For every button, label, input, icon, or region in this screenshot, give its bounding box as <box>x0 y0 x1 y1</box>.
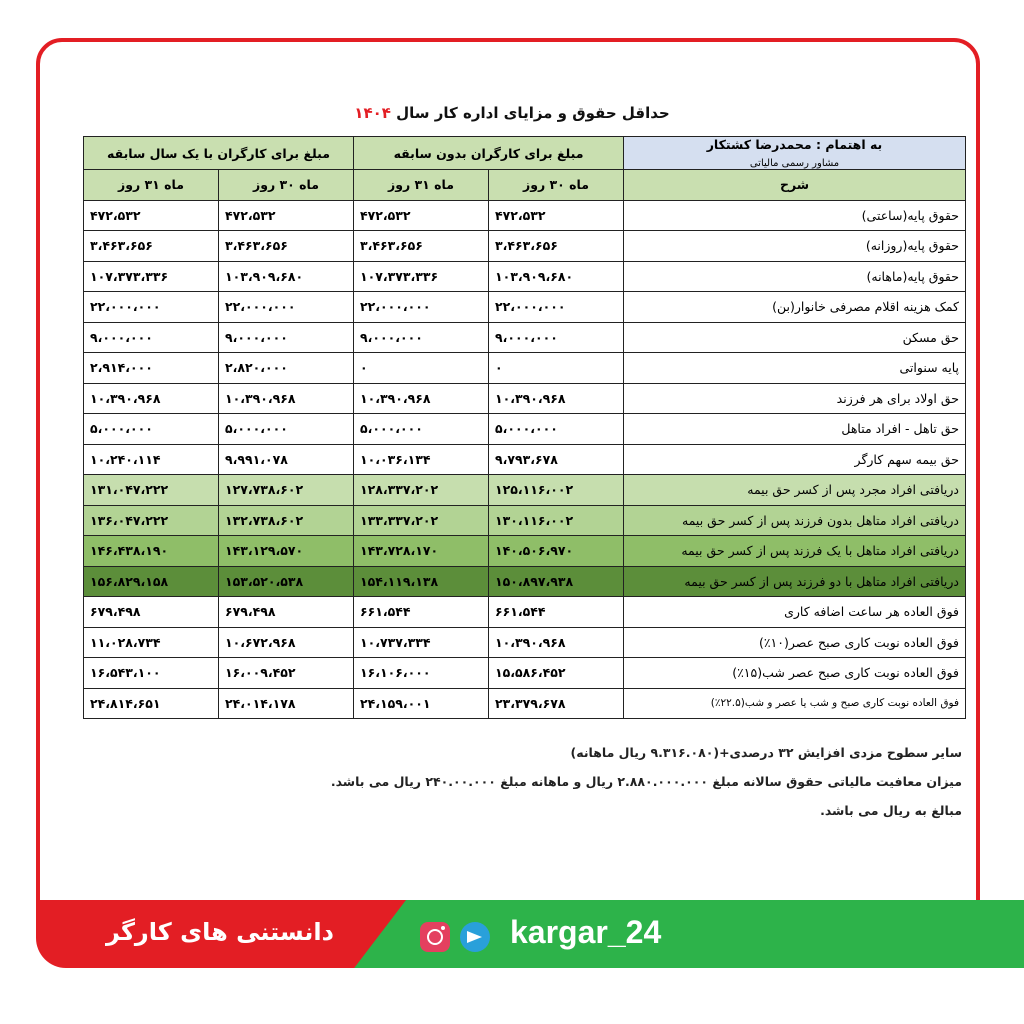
value-no-exp-30: ۳،۴۶۳،۶۵۶ <box>489 231 624 262</box>
value-1yr-31: ۱۵۶،۸۲۹،۱۵۸ <box>84 566 219 597</box>
value-no-exp-31: ۰ <box>354 353 489 384</box>
value-1yr-31: ۱۱،۰۲۸،۷۳۴ <box>84 627 219 658</box>
value-1yr-30: ۱۶،۰۰۹،۴۵۲ <box>219 658 354 689</box>
group-header-no-experience: مبلغ برای کارگران بدون سابقه <box>354 137 624 170</box>
table-row <box>84 322 966 353</box>
value-no-exp-30: ۶۶۱،۵۴۴ <box>489 597 624 628</box>
page-title <box>0 104 1024 122</box>
row-description: کمک هزینه اقلام مصرفی خانوار(بن) <box>624 292 966 323</box>
table-row <box>84 688 966 719</box>
title-year: ۱۴۰۴ <box>354 104 391 122</box>
value-no-exp-30: ۱۳۰،۱۱۶،۰۰۲ <box>489 505 624 536</box>
table-row <box>84 566 966 597</box>
value-1yr-30: ۶۷۹،۴۹۸ <box>219 597 354 628</box>
value-no-exp-31: ۴۷۲،۵۳۲ <box>354 200 489 231</box>
table-row <box>84 597 966 628</box>
value-no-exp-31: ۶۶۱،۵۴۴ <box>354 597 489 628</box>
table-row <box>84 414 966 445</box>
row-description: حقوق پایه(ساعتی) <box>624 200 966 231</box>
value-1yr-31: ۱۳۶،۰۴۷،۲۲۲ <box>84 505 219 536</box>
value-1yr-31: ۲۴،۸۱۴،۶۵۱ <box>84 688 219 719</box>
value-1yr-31: ۶۷۹،۴۹۸ <box>84 597 219 628</box>
row-description: دریافتی افراد متاهل بدون فرزند پس از کسر حق بیمه <box>624 505 966 536</box>
value-1yr-30: ۲،۸۲۰،۰۰۰ <box>219 353 354 384</box>
value-1yr-30: ۱۳۲،۷۳۸،۶۰۲ <box>219 505 354 536</box>
value-1yr-30: ۹،۰۰۰،۰۰۰ <box>219 322 354 353</box>
table-row <box>84 261 966 292</box>
value-1yr-30: ۱۴۳،۱۲۹،۵۷۰ <box>219 536 354 567</box>
value-no-exp-30: ۱۴۰،۵۰۶،۹۷۰ <box>489 536 624 567</box>
header-author-cell <box>624 137 966 170</box>
value-no-exp-31: ۱۲۸،۳۳۷،۲۰۲ <box>354 475 489 506</box>
value-1yr-30: ۴۷۲،۵۳۲ <box>219 200 354 231</box>
value-no-exp-31: ۱۰،۳۹۰،۹۶۸ <box>354 383 489 414</box>
value-1yr-31: ۹،۰۰۰،۰۰۰ <box>84 322 219 353</box>
row-description: حق بیمه سهم کارگر <box>624 444 966 475</box>
author-sub-label: مشاور رسمی مالیاتی <box>749 158 840 169</box>
value-1yr-31: ۱۰،۲۴۰،۱۱۴ <box>84 444 219 475</box>
row-description: فوق العاده نوبت کاری صبح و شب یا عصر و شب(۲۲.۵٪) <box>624 688 966 719</box>
value-no-exp-30: ۱۰،۳۹۰،۹۶۸ <box>489 627 624 658</box>
row-description: حقوق پایه(ماهانه) <box>624 261 966 292</box>
row-description: فوق العاده هر ساعت اضافه کاری <box>624 597 966 628</box>
table-row <box>84 200 966 231</box>
value-no-exp-30: ۱۵،۵۸۶،۴۵۲ <box>489 658 624 689</box>
value-1yr-31: ۱۰۷،۳۷۳،۳۳۶ <box>84 261 219 292</box>
value-no-exp-30: ۰ <box>489 353 624 384</box>
row-description: حق تاهل - افراد متاهل <box>624 414 966 445</box>
value-1yr-30: ۳،۴۶۳،۶۵۶ <box>219 231 354 262</box>
table-row <box>84 475 966 506</box>
value-1yr-30: ۱۲۷،۷۳۸،۶۰۲ <box>219 475 354 506</box>
value-no-exp-31: ۲۴،۱۵۹،۰۰۱ <box>354 688 489 719</box>
value-no-exp-30: ۱۰،۳۹۰،۹۶۸ <box>489 383 624 414</box>
value-no-exp-31: ۱۰،۷۳۷،۳۳۴ <box>354 627 489 658</box>
value-no-exp-30: ۱۲۵،۱۱۶،۰۰۲ <box>489 475 624 506</box>
value-no-exp-30: ۹،۷۹۳،۶۷۸ <box>489 444 624 475</box>
table-row <box>84 536 966 567</box>
telegram-icon[interactable] <box>460 922 490 952</box>
table-row <box>84 505 966 536</box>
row-description: دریافتی افراد مجرد پس از کسر حق بیمه <box>624 475 966 506</box>
row-description: فوق العاده نوبت کاری صبح عصر شب(۱۵٪) <box>624 658 966 689</box>
row-description: حق اولاد برای هر فرزند <box>624 383 966 414</box>
salary-table <box>83 136 966 719</box>
value-no-exp-31: ۵،۰۰۰،۰۰۰ <box>354 414 489 445</box>
desc-column-header: شرح <box>624 170 966 201</box>
row-description: حق مسکن <box>624 322 966 353</box>
value-no-exp-31: ۹،۰۰۰،۰۰۰ <box>354 322 489 353</box>
value-no-exp-31: ۳،۴۶۳،۶۵۶ <box>354 231 489 262</box>
value-1yr-30: ۱۰،۶۷۲،۹۶۸ <box>219 627 354 658</box>
bottom-banner <box>0 886 1024 982</box>
col-header-31-day: ماه ۳۱ روز <box>84 170 219 201</box>
value-1yr-31: ۵،۰۰۰،۰۰۰ <box>84 414 219 445</box>
table-row <box>84 353 966 384</box>
value-1yr-30: ۲۲،۰۰۰،۰۰۰ <box>219 292 354 323</box>
value-no-exp-31: ۲۲،۰۰۰،۰۰۰ <box>354 292 489 323</box>
value-no-exp-30: ۱۵۰،۸۹۷،۹۳۸ <box>489 566 624 597</box>
value-1yr-31: ۳،۴۶۳،۶۵۶ <box>84 231 219 262</box>
brand-label: دانستنی های کارگر <box>106 918 334 946</box>
row-description: حقوق پایه(روزانه) <box>624 231 966 262</box>
value-1yr-30: ۲۴،۰۱۴،۱۷۸ <box>219 688 354 719</box>
value-1yr-30: ۱۰،۳۹۰،۹۶۸ <box>219 383 354 414</box>
value-no-exp-31: ۱۶،۱۰۶،۰۰۰ <box>354 658 489 689</box>
author-label: به اهتمام : محمدرضا کشتکار <box>706 137 883 152</box>
value-1yr-31: ۱۰،۳۹۰،۹۶۸ <box>84 383 219 414</box>
note-line: سایر سطوح مزدی افزایش ۳۲ درصدی+(۹.۳۱۶.۰۸۰ ریال ماهانه) <box>570 745 962 760</box>
value-1yr-31: ۱۳۱،۰۴۷،۲۲۲ <box>84 475 219 506</box>
row-description: پایه سنواتی <box>624 353 966 384</box>
value-no-exp-31: ۱۴۳،۷۲۸،۱۷۰ <box>354 536 489 567</box>
group-header-one-year: مبلغ برای کارگران با یک سال سابقه <box>84 137 354 170</box>
value-no-exp-31: ۱۳۳،۳۳۷،۲۰۲ <box>354 505 489 536</box>
table-row <box>84 231 966 262</box>
value-1yr-31: ۱۶،۵۴۳،۱۰۰ <box>84 658 219 689</box>
channel-handle[interactable]: kargar_24 <box>510 914 662 950</box>
title-text: حداقل حقوق و مزایای اداره کار سال <box>396 104 670 122</box>
value-no-exp-30: ۲۲،۰۰۰،۰۰۰ <box>489 292 624 323</box>
table-row <box>84 627 966 658</box>
value-no-exp-31: ۱۵۴،۱۱۹،۱۳۸ <box>354 566 489 597</box>
value-no-exp-31: ۱۰،۰۳۶،۱۳۴ <box>354 444 489 475</box>
value-1yr-31: ۲،۹۱۴،۰۰۰ <box>84 353 219 384</box>
row-description: دریافتی افراد متاهل با یک فرزند پس از کسر حق بیمه <box>624 536 966 567</box>
value-1yr-31: ۴۷۲،۵۳۲ <box>84 200 219 231</box>
row-description: دریافتی افراد متاهل با دو فرزند پس از کسر حق بیمه <box>624 566 966 597</box>
value-1yr-30: ۹،۹۹۱،۰۷۸ <box>219 444 354 475</box>
col-header-31-day: ماه ۳۱ روز <box>354 170 489 201</box>
value-1yr-30: ۱۰۳،۹۰۹،۶۸۰ <box>219 261 354 292</box>
value-1yr-31: ۱۴۶،۴۳۸،۱۹۰ <box>84 536 219 567</box>
instagram-icon[interactable] <box>420 922 450 952</box>
value-1yr-30: ۵،۰۰۰،۰۰۰ <box>219 414 354 445</box>
value-1yr-30: ۱۵۳،۵۲۰،۵۳۸ <box>219 566 354 597</box>
table-row <box>84 658 966 689</box>
value-no-exp-30: ۵،۰۰۰،۰۰۰ <box>489 414 624 445</box>
note-line: میزان معافیت مالیاتی حقوق سالانه مبلغ ۲.۸۸۰.۰۰۰.۰۰۰ ریال و ماهانه مبلغ ۲۴۰.۰۰.۰۰۰ ریال می باشد. <box>330 774 962 789</box>
value-no-exp-31: ۱۰۷،۳۷۳،۳۳۶ <box>354 261 489 292</box>
table-row <box>84 292 966 323</box>
value-no-exp-30: ۴۷۲،۵۳۲ <box>489 200 624 231</box>
value-no-exp-30: ۲۳،۳۷۹،۶۷۸ <box>489 688 624 719</box>
value-no-exp-30: ۱۰۳،۹۰۹،۶۸۰ <box>489 261 624 292</box>
table-row <box>84 383 966 414</box>
row-description: فوق العاده نوبت کاری صبح عصر(۱۰٪) <box>624 627 966 658</box>
table-row <box>84 444 966 475</box>
note-line: مبالغ به ریال می باشد. <box>820 803 962 818</box>
footnotes <box>331 738 962 825</box>
col-header-30-day: ماه ۳۰ روز <box>489 170 624 201</box>
col-header-30-day: ماه ۳۰ روز <box>219 170 354 201</box>
value-no-exp-30: ۹،۰۰۰،۰۰۰ <box>489 322 624 353</box>
value-1yr-31: ۲۲،۰۰۰،۰۰۰ <box>84 292 219 323</box>
